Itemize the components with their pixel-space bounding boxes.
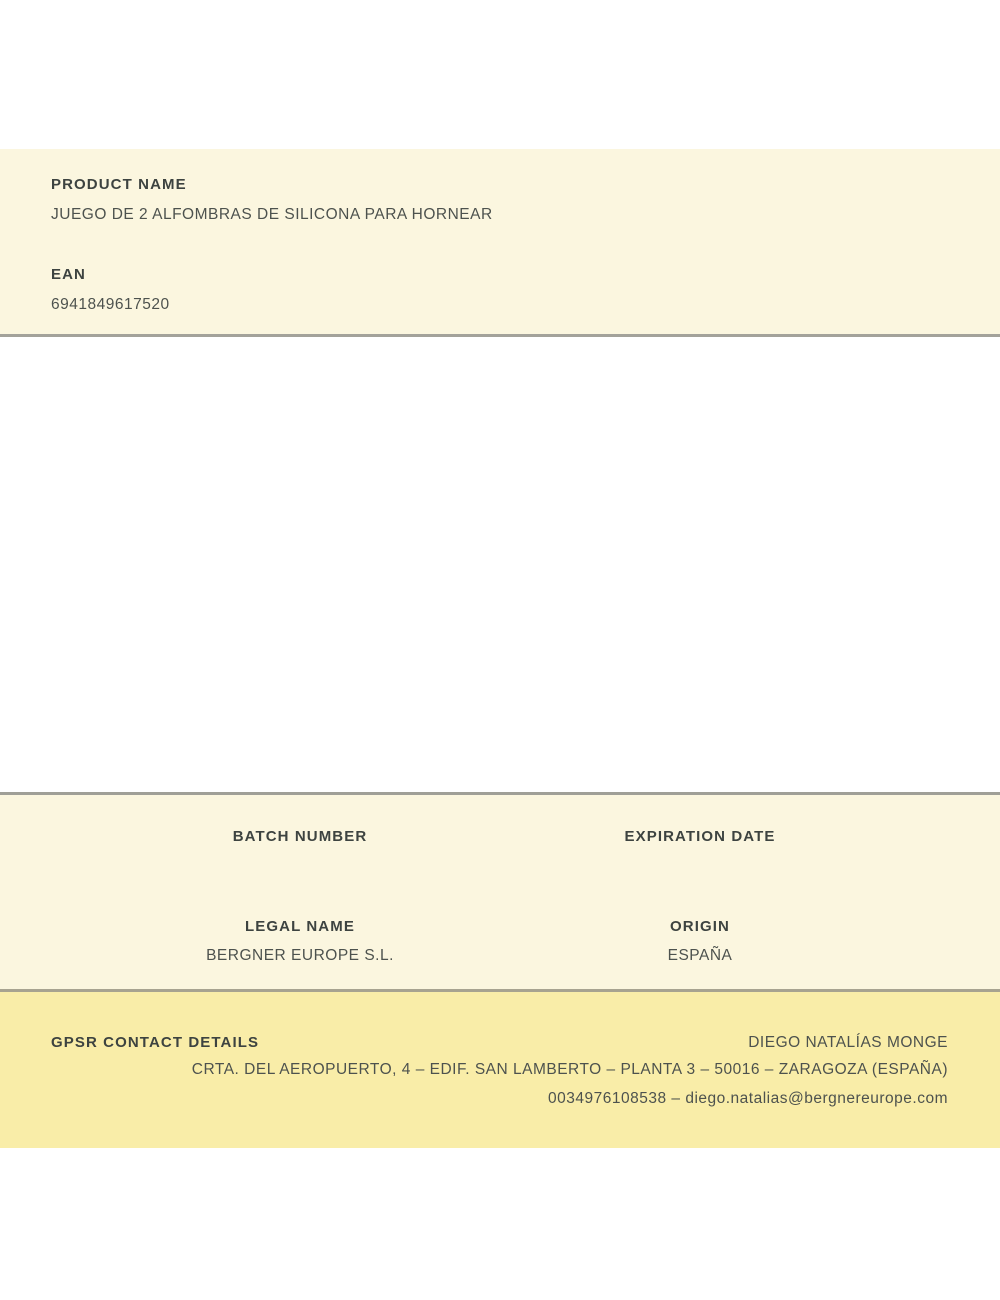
- ean-label: EAN: [51, 266, 86, 283]
- expiration-date-label: EXPIRATION DATE: [624, 828, 776, 845]
- batch-number-label: BATCH NUMBER: [232, 828, 368, 845]
- product-info-section: [0, 149, 1000, 337]
- gpsr-contact-details-label: GPSR CONTACT DETAILS: [51, 1034, 260, 1051]
- gpsr-contact-phone-email: 0034976108538 – diego.natalias@bergnereurope.com: [548, 1090, 948, 1107]
- gpsr-contact-name: DIEGO NATALÍAS MONGE: [748, 1034, 948, 1051]
- origin-value: ESPAÑA: [667, 947, 733, 964]
- product-name-label: PRODUCT NAME: [51, 176, 187, 193]
- legal-name-label: LEGAL NAME: [245, 918, 355, 935]
- batch-legal-section: [0, 792, 1000, 992]
- empty-middle-region: [0, 337, 1000, 792]
- gpsr-contact-section: [0, 992, 1000, 1148]
- gpsr-contact-address: CRTA. DEL AEROPUERTO, 4 – EDIF. SAN LAMBERTO – PLANTA 3 – 50016 – ZARAGOZA (ESPAÑA): [191, 1061, 948, 1078]
- ean-value: 6941849617520: [51, 296, 170, 313]
- origin-label: ORIGIN: [670, 918, 730, 935]
- product-name-value: JUEGO DE 2 ALFOMBRAS DE SILICONA PARA HORNEAR: [51, 206, 493, 223]
- legal-name-value: BERGNER EUROPE S.L.: [206, 947, 394, 964]
